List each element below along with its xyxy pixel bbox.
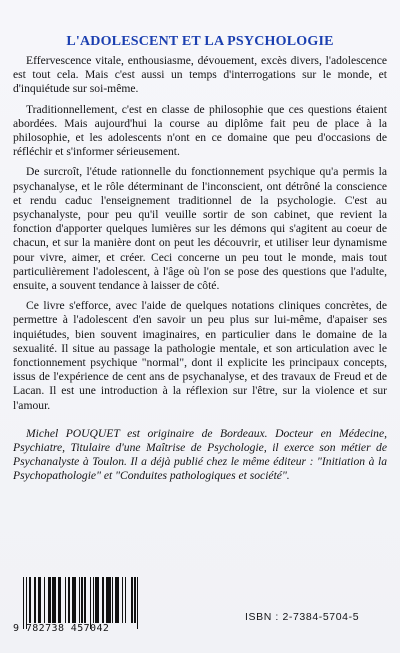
paragraph-2: Traditionnellement, c'est en classe de philosophie que ces questions étaient abordées. Mais aujourd'hui la course au diplôme fait peu de place à la philosophie, et les adolescents n'ont en ce domaine que peu d'occasions de réfléchir et s'informer sérieusement. xyxy=(13,102,387,159)
barcode xyxy=(13,577,143,637)
back-cover-text xyxy=(13,54,387,490)
barcode-bar xyxy=(138,577,139,629)
barcode-bars xyxy=(23,577,141,623)
barcode-digits: 9 782738 457042 xyxy=(13,623,110,634)
author-note: Michel POUQUET est originaire de Bordeaux. Docteur en Médecine, Psychiatre, Titulaire d'une Maîtrise de Psychologie, il exerce son métier de Psychanalyste à Toulon. Il a déjà publié chez le même éditeur : "Initiation à la Psychopathologie" et "Conduites pathologiques et société". xyxy=(13,426,387,483)
isbn-number: ISBN : 2-7384-5704-5 xyxy=(245,611,360,623)
book-title: L'ADOLESCENT ET LA PSYCHOLOGIE xyxy=(66,34,334,49)
paragraph-4: Ce livre s'efforce, avec l'aide de quelques notations cliniques concrètes, de permettre à l'adolescent d'en savoir un peu plus sur lui-même, d'apaiser ses inquiétudes, bien souvent imaginaires, en particulier dans le domaine de la sexualité. Il situe au passage la pathologie mentale, et son articulation avec le fonctionnement psychique "normal", dont il explicite les principaux concepts, issus de l'expérience de cent ans de psychanalyse, et des travaux de Freud et de Lacan. Il est une introduction à la réflexion sur l'être, sur la violence et sur l'amour. xyxy=(13,299,387,412)
paragraph-3: De surcroît, l'étude rationnelle du fonctionnement psychique qu'a permis la psychanalyse, et le rôle déterminant de l'inconscient, ont détrôné la conscience et rendu caduc l'enseignement traditionnel de la psychologie. C'est au psychanalyste, pour peu qu'il veuille sortir de son cabinet, que revient la fonction d'apporter quelques lumières sur les démons qui s'agitent au coeur de chacun, et sur la manière dont on peut les découvrir, et utiliser leur dynamisme pour vivre, aimer, et créer. Ceci concerne un peu tout le monde, mais tout particulièrement l'adolescent, à l'âge où l'on se pose des questions que l'adulte, ensuite, a souvent tendance à laisser de côté. xyxy=(13,165,387,293)
paragraph-1: Effervescence vitale, enthousiasme, dévouement, excès divers, l'adolescence est tout cela. Mais c'est aussi un temps d'interrogations sur le monde, et d'inquiétude sur soi-même. xyxy=(13,54,387,96)
